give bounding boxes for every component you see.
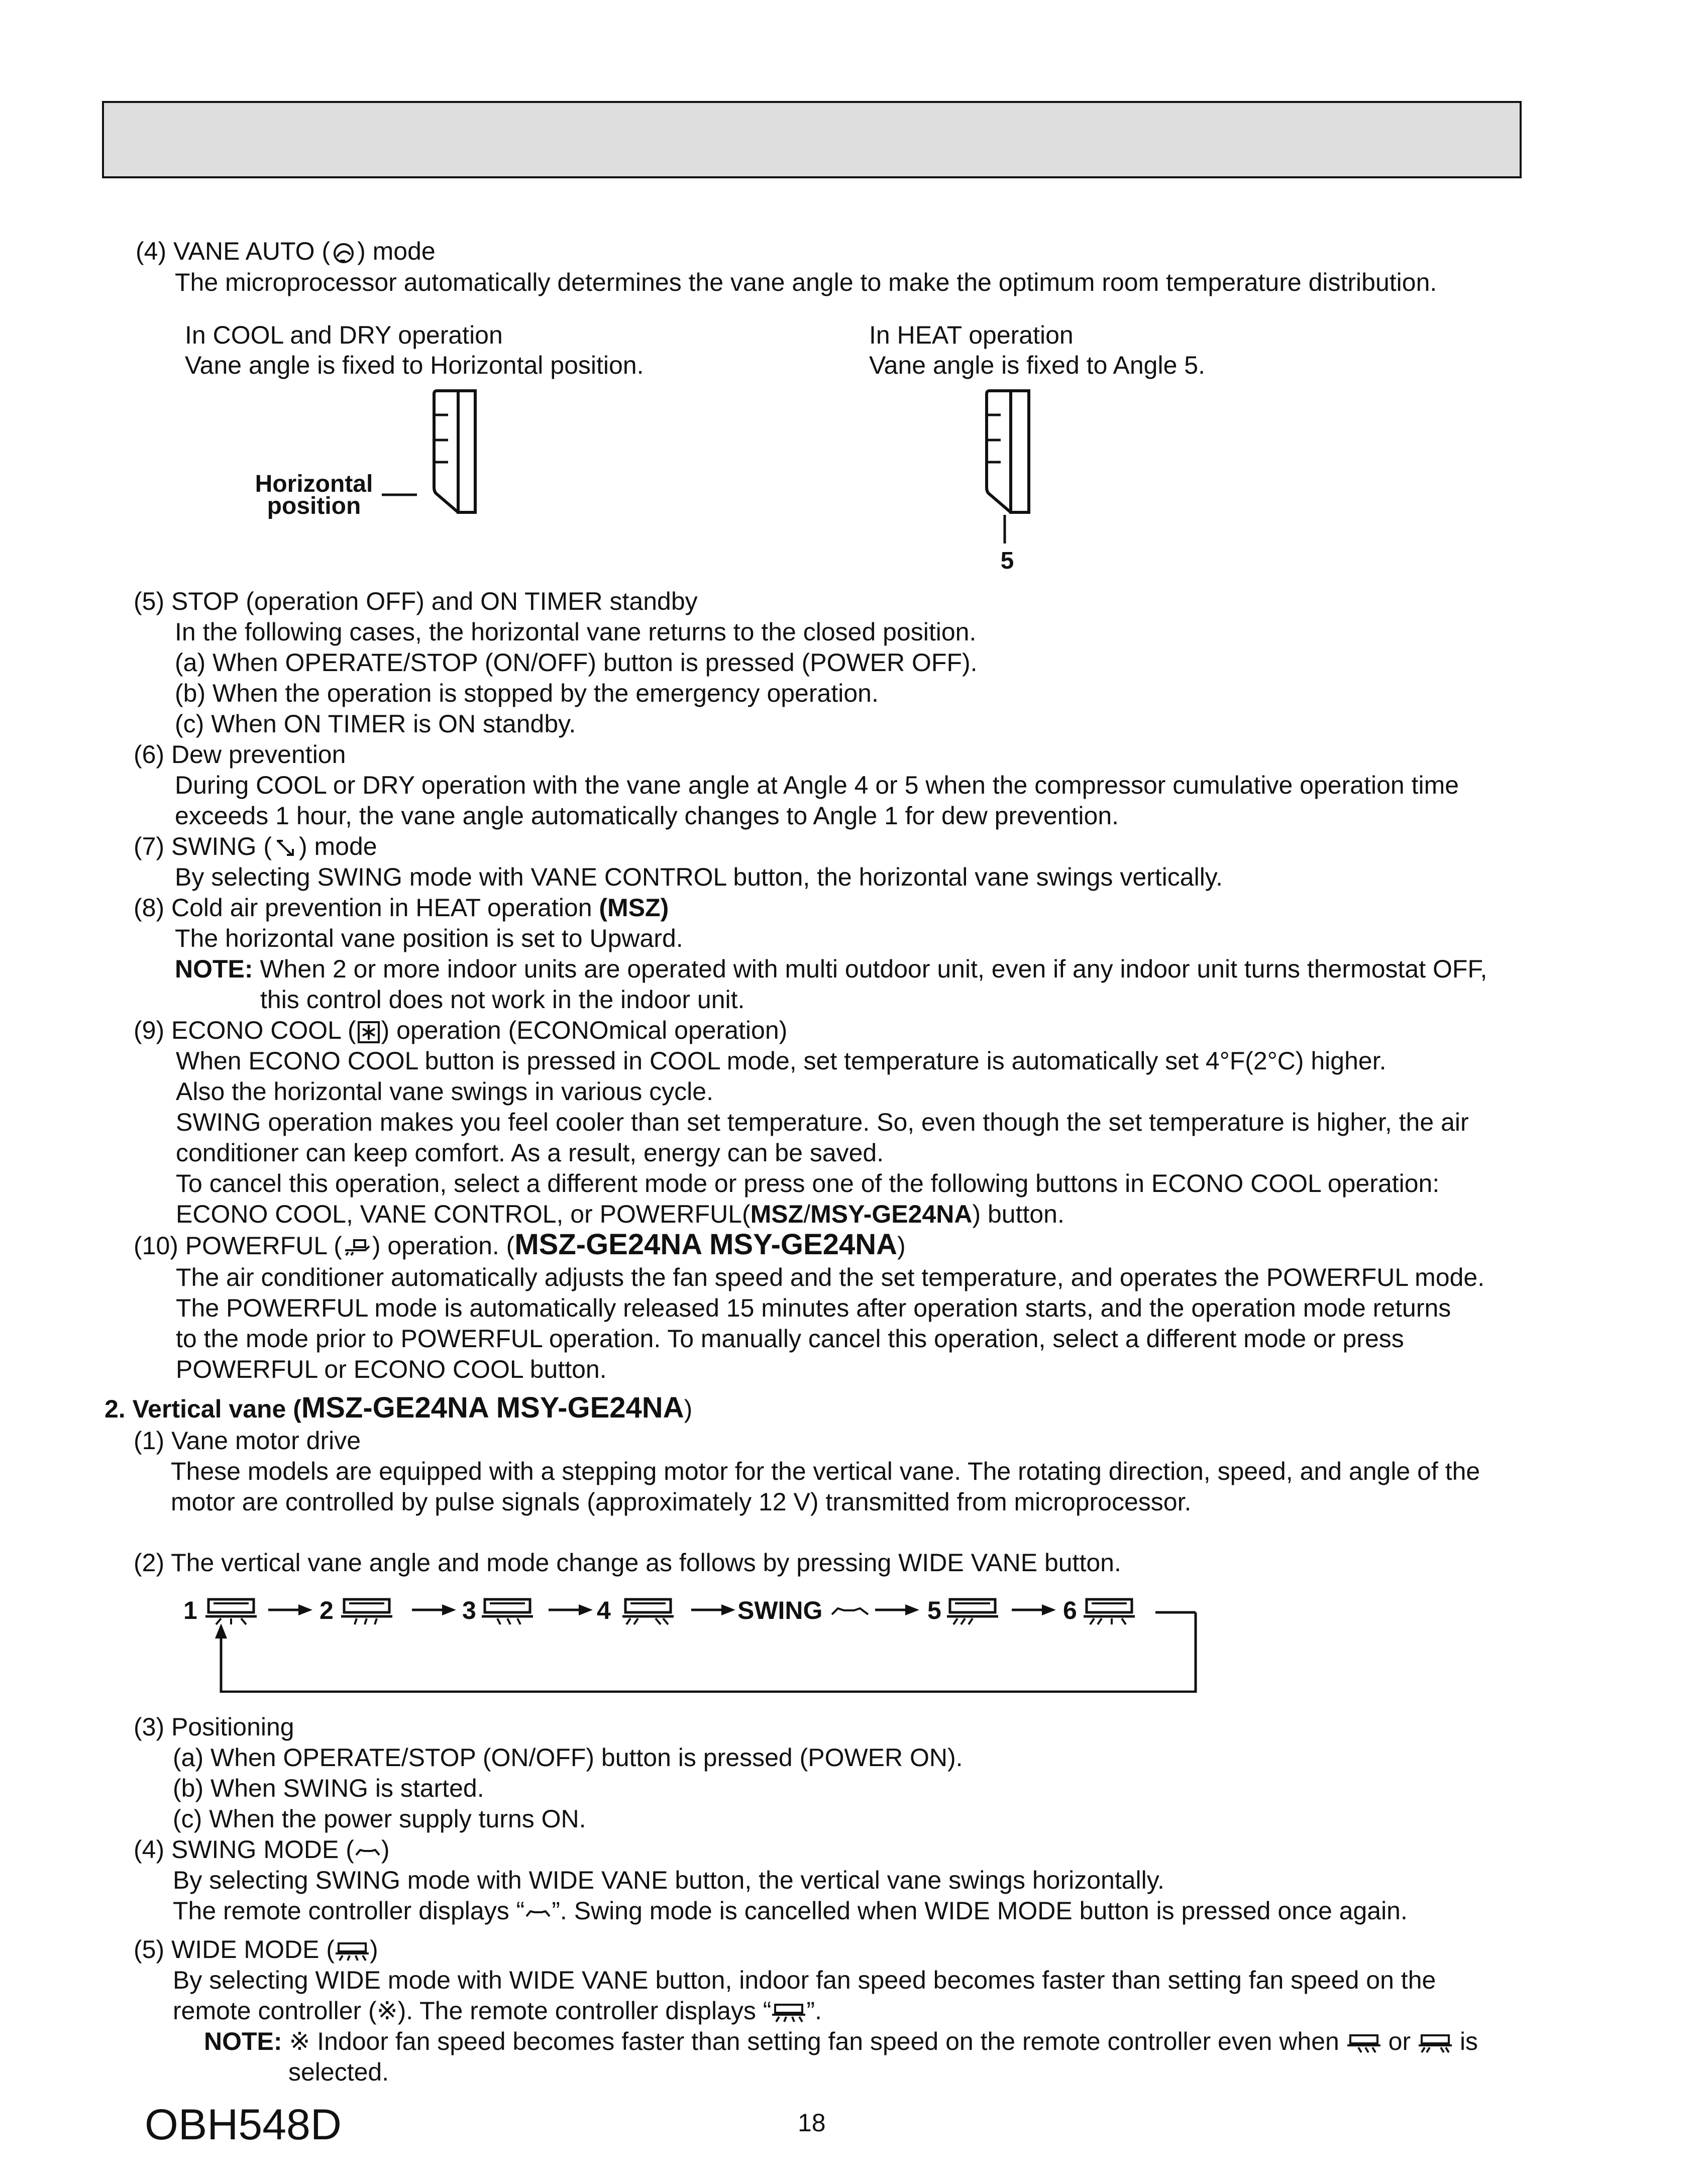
vane-motor-line: motor are controlled by pulse signals (approximately 12 V) transmitted from microprocessor. <box>171 1488 1192 1516</box>
swing-horizontal-icon <box>354 1844 381 1859</box>
sequence-step-3: 3 <box>462 1596 476 1624</box>
swing-icon <box>272 835 299 862</box>
econo-line: To cancel this operation, select a different mode or press one of the following buttons in ECONO COOL operation: <box>176 1169 1440 1197</box>
stop-line: (a) When OPERATE/STOP (ON/OFF) button is pressed (POWER OFF). <box>175 648 978 677</box>
econo-line: When ECONO COOL button is pressed in COOL mode, set temperature is automatically set 4°F(2°C) higher. <box>176 1047 1386 1075</box>
econo-line: conditioner can keep comfort. As a result, energy can be saved. <box>176 1139 884 1167</box>
sequence-step-5: 5 <box>927 1596 941 1624</box>
wide-mode-icon <box>335 1940 370 1963</box>
cool-dry-desc: Vane angle is fixed to Horizontal position. <box>185 351 644 379</box>
header-bar <box>102 101 1522 178</box>
cold-air-note-2: this control does not work in the indoor unit. <box>260 986 745 1014</box>
vane-position-3-icon <box>477 1596 543 1626</box>
swing-horizontal-icon <box>829 1603 874 1618</box>
vane-position-5-icon <box>942 1596 1008 1626</box>
stop-line: (c) When ON TIMER is ON standby. <box>175 710 576 738</box>
vane-position-4-icon <box>1418 2032 1453 2054</box>
stop-line: In the following cases, the horizontal vane returns to the closed position. <box>175 618 977 646</box>
swing-desc: By selecting SWING mode with VANE CONTROL button, the horizontal vane swings vertically. <box>175 863 1223 891</box>
powerful-line: to the mode prior to POWERFUL operation. To manually cancel this operation, select a different mode or press <box>176 1325 1404 1353</box>
powerful-line: The POWERFUL mode is automatically released 15 minutes after operation starts, and the operation mode returns <box>176 1294 1451 1322</box>
econo-line: Also the horizontal vane swings in various cycle. <box>176 1077 713 1106</box>
cold-air-desc: The horizontal vane position is set to Upward. <box>175 924 683 952</box>
vane-angle-title: (2) The vertical vane angle and mode change as follows by pressing WIDE VANE button. <box>134 1549 1121 1577</box>
sequence-step-swing: SWING <box>737 1596 823 1624</box>
wide-mode-line: remote controller (※). The remote controller displays “ ”. <box>173 1997 822 2025</box>
vane-auto-desc: The microprocessor automatically determines the vane angle to make the optimum room temperature distribution. <box>175 268 1437 296</box>
vane-position-3-icon <box>1346 2032 1381 2054</box>
arrow-icon <box>691 1602 736 1617</box>
stop-line: (b) When the operation is stopped by the emergency operation. <box>175 679 879 707</box>
arrow-icon <box>268 1602 313 1617</box>
arrow-icon <box>549 1602 594 1617</box>
positioning-line: (a) When OPERATE/STOP (ON/OFF) button is pressed (POWER ON). <box>173 1743 963 1772</box>
vane-position-4-icon <box>615 1596 686 1626</box>
dew-line: exceeds 1 hour, the vane angle automatically changes to Angle 1 for dew prevention. <box>175 802 1119 830</box>
wide-mode-icon <box>771 2002 806 2024</box>
horizontal-position-label: Horizontal position <box>255 471 373 519</box>
sequence-step-1: 1 <box>183 1596 197 1624</box>
econo-cool-title: (9) ECONO COOL ( ) operation (ECONOmical operation) <box>134 1016 788 1044</box>
vane-position-2-icon <box>337 1596 402 1626</box>
heat-desc: Vane angle is fixed to Angle 5. <box>869 351 1205 379</box>
vane-motor-line: These models are equipped with a stepping motor for the vertical vane. The rotating direction, speed, and angle of the <box>171 1457 1480 1485</box>
vane-auto-icon <box>330 240 357 267</box>
swing-title: (7) SWING ( ) mode <box>134 831 377 862</box>
sequence-step-6: 6 <box>1063 1596 1077 1624</box>
stop-title: (5) STOP (operation OFF) and ON TIMER standby <box>134 587 698 615</box>
powerful-line: POWERFUL or ECONO COOL button. <box>176 1355 607 1383</box>
vane-position-1-icon <box>201 1596 266 1626</box>
swing-mode-line: By selecting SWING mode with WIDE VANE button, the vertical vane swings horizontally. <box>173 1866 1164 1894</box>
cold-air-title: (8) Cold air prevention in HEAT operation (MSZ) <box>134 894 669 922</box>
page-number: 18 <box>798 2109 826 2137</box>
angle-5-label: 5 <box>1000 548 1014 574</box>
document-code: OBH548D <box>145 2101 342 2149</box>
cold-air-note: NOTE: When 2 or more indoor units are operated with multi outdoor unit, even if any indoor unit turns thermostat OFF, <box>175 955 1487 983</box>
econo-line: SWING operation makes you feel cooler than set temperature. So, even though the set temperature is higher, the air <box>176 1108 1469 1136</box>
heat-title: In HEAT operation <box>869 321 1074 349</box>
horizontal-vane-diagram <box>382 387 502 517</box>
angle5-vane-diagram <box>970 387 1050 548</box>
econo-line: ECONO COOL, VANE CONTROL, or POWERFUL(MSZ/MSY-GE24NA) button. <box>176 1200 1064 1228</box>
wide-mode-note-2: selected. <box>288 2058 389 2086</box>
arrow-icon <box>412 1602 457 1617</box>
wide-mode-title: (5) WIDE MODE ( ) <box>134 1935 378 1964</box>
dew-line: During COOL or DRY operation with the vane angle at Angle 4 or 5 when the compressor cumulative operation time <box>175 771 1459 799</box>
vane-motor-title: (1) Vane motor drive <box>134 1427 361 1455</box>
swing-mode-title: (4) SWING MODE ( ) <box>134 1835 390 1864</box>
arrow-icon <box>1012 1602 1057 1617</box>
wide-mode-note: NOTE: ※ Indoor fan speed becomes faster than setting fan speed on the remote controller even when or is <box>204 2027 1478 2055</box>
positioning-line: (b) When SWING is started. <box>173 1774 484 1802</box>
dew-title: (6) Dew prevention <box>134 740 346 769</box>
sequence-step-2: 2 <box>319 1596 334 1624</box>
positioning-line: (c) When the power supply turns ON. <box>173 1805 586 1833</box>
powerful-icon <box>342 1235 372 1260</box>
econo-cool-icon <box>356 1020 381 1045</box>
swing-mode-line: The remote controller displays “ ”. Swing mode is cancelled when WIDE MODE button is pressed once again. <box>173 1897 1408 1925</box>
vane-position-6-icon <box>1079 1596 1149 1626</box>
wide-mode-line: By selecting WIDE mode with WIDE VANE button, indoor fan speed becomes faster than setting fan speed on the <box>173 1966 1436 1994</box>
vane-auto-title: (4) VANE AUTO ( ) mode <box>136 236 436 267</box>
powerful-line: The air conditioner automatically adjusts the fan speed and the set temperature, and operates the POWERFUL mode. <box>176 1263 1485 1291</box>
swing-horizontal-icon <box>524 1905 552 1920</box>
arrow-icon <box>875 1602 920 1617</box>
powerful-title: (10) POWERFUL ( ) operation. (MSZ-GE24NA MSY-GE24NA) <box>134 1228 906 1261</box>
sequence-step-4: 4 <box>597 1596 611 1624</box>
positioning-title: (3) Positioning <box>134 1713 294 1741</box>
vertical-vane-heading: 2. Vertical vane (MSZ-GE24NA MSY-GE24NA) <box>104 1391 693 1424</box>
cool-dry-title: In COOL and DRY operation <box>185 321 503 349</box>
